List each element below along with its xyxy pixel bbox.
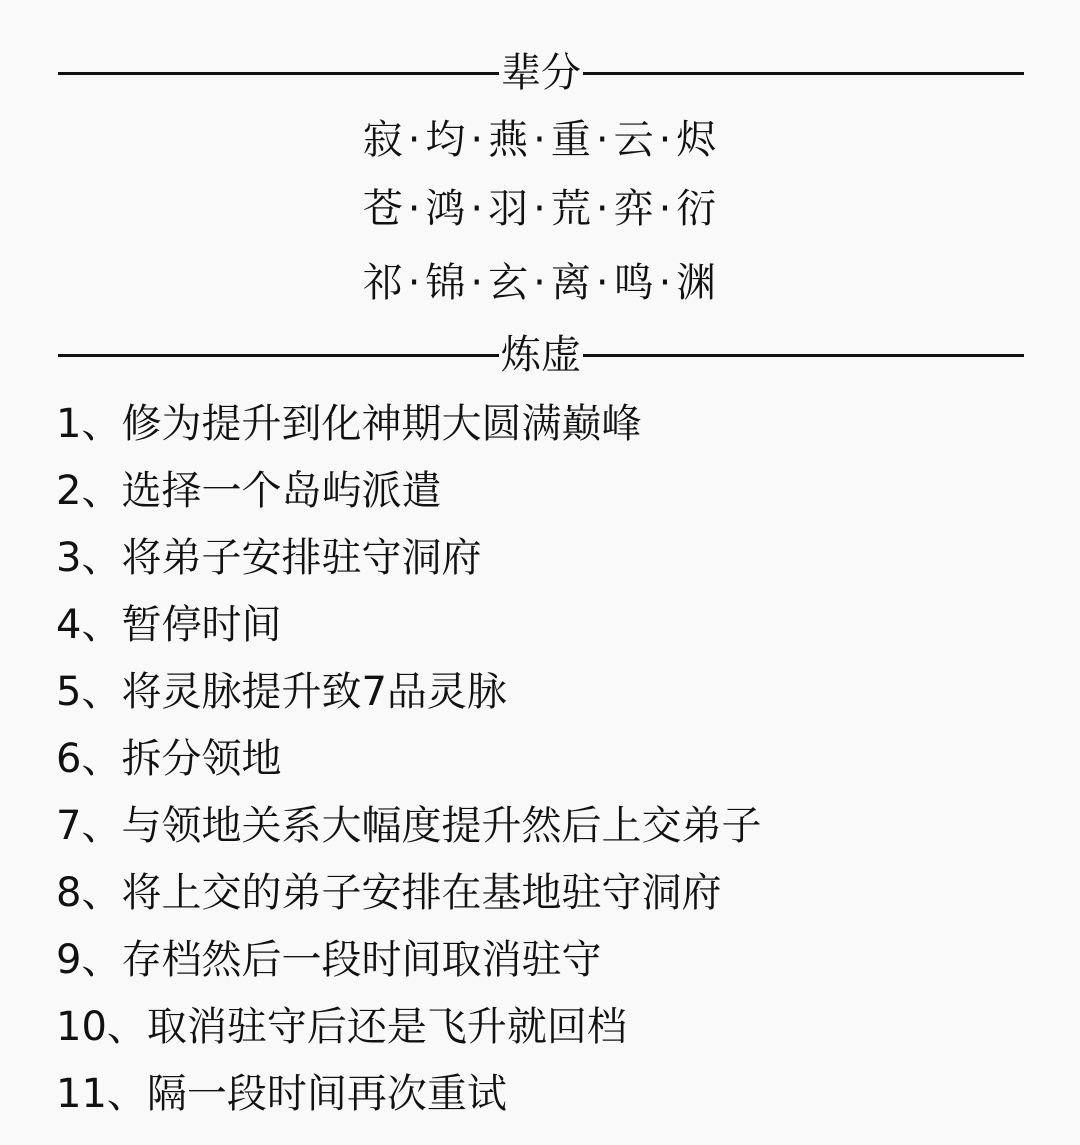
section-header-refining <box>58 331 1024 379</box>
generation-character: 鸿 <box>425 186 467 232</box>
generation-character: 祁 <box>362 260 404 306</box>
generation-character: 云 <box>613 117 655 163</box>
generation-character: 渊 <box>676 260 718 306</box>
divider-line-right <box>583 72 1024 75</box>
generation-row <box>0 179 1080 239</box>
step-item: 6、拆分领地 <box>56 736 282 782</box>
step-list <box>56 394 761 1131</box>
step-item: 2、选择一个岛屿派遣 <box>56 468 442 514</box>
divider-line-left <box>58 72 499 75</box>
section-title: 炼虚 <box>501 332 581 378</box>
step-item: 5、将灵脉提升致7品灵脉 <box>56 669 507 715</box>
generation-character: 羽 <box>488 186 530 232</box>
generation-character: 离 <box>550 260 592 306</box>
separator-dot: · <box>658 186 673 232</box>
separator-dot: · <box>470 260 485 306</box>
generation-character: 寂 <box>362 117 404 163</box>
separator-dot: · <box>595 260 610 306</box>
step-item: 4、暂停时间 <box>56 602 282 648</box>
separator-dot: · <box>658 260 673 306</box>
step-item: 8、将上交的弟子安排在基地驻守洞府 <box>56 870 722 916</box>
divider-line-left <box>58 354 499 357</box>
divider-line-right <box>583 354 1024 357</box>
step-item: 7、与领地关系大幅度提升然后上交弟子 <box>56 803 762 849</box>
generation-row <box>0 253 1080 313</box>
separator-dot: · <box>595 117 610 163</box>
step-item: 3、将弟子安排驻守洞府 <box>56 535 482 581</box>
generation-character: 燕 <box>488 117 530 163</box>
generation-character: 弈 <box>613 186 655 232</box>
generation-character: 荒 <box>550 186 592 232</box>
generation-character: 玄 <box>488 260 530 306</box>
generation-character: 衍 <box>676 186 718 232</box>
step-item: 1、修为提升到化神期大圆满巅峰 <box>56 401 642 447</box>
separator-dot: · <box>595 186 610 232</box>
separator-dot: · <box>407 117 422 163</box>
separator-dot: · <box>533 117 547 163</box>
separator-dot: · <box>533 186 547 232</box>
step-item: 11、隔一段时间再次重试 <box>56 1071 507 1117</box>
generation-character: 均 <box>425 117 467 163</box>
generation-character: 鸣 <box>613 260 655 306</box>
separator-dot: · <box>533 260 547 306</box>
section-title: 辈分 <box>501 50 581 96</box>
separator-dot: · <box>470 186 485 232</box>
separator-dot: · <box>658 117 673 163</box>
generation-character: 重 <box>550 117 592 163</box>
step-item: 9、存档然后一段时间取消驻守 <box>56 937 602 983</box>
generation-character: 苍 <box>362 186 404 232</box>
separator-dot: · <box>407 186 422 232</box>
generation-row <box>0 110 1080 170</box>
step-item: 10、取消驻守后还是飞升就回档 <box>56 1004 627 1050</box>
generation-character: 烬 <box>676 117 718 163</box>
section-header-generations <box>58 49 1024 97</box>
generation-character: 锦 <box>425 260 467 306</box>
separator-dot: · <box>470 117 485 163</box>
separator-dot: · <box>407 260 422 306</box>
